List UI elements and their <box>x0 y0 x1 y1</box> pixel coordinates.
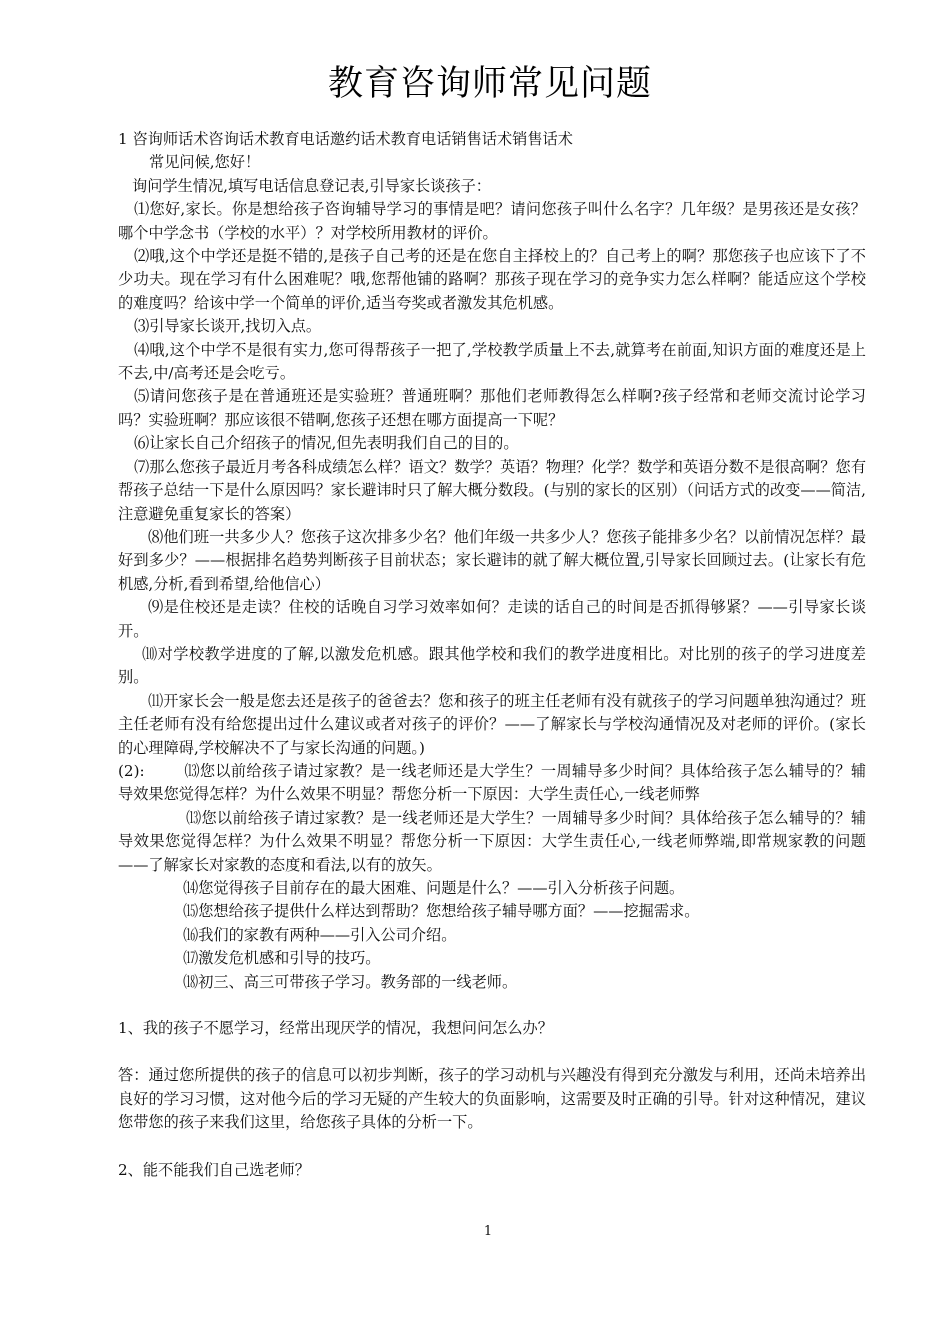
section-label-2: (2): <box>118 761 145 780</box>
paragraph-item-5: ⑸请问您孩子是在普通班还是实验班？普通班啊？那他们老师教得怎么样啊?孩子经常和老师交流讨论学习吗？实验班啊？那应该很不错啊,您孩子还想在哪方面提高一下呢？ <box>118 387 866 429</box>
paragraph-greeting: 常见问候,您好！ <box>149 153 261 172</box>
question-1: 1、我的孩子不愿学习，经常出现厌学的情况，我想问问怎么办？ <box>118 1019 553 1038</box>
answer-1: 答：通过您所提供的孩子的信息可以初步判断，孩子的学习动机与兴趣没有得到充分激发与利用，还尚未培养出良好的学习习惯，这对他今后的学习无疑的产生较大的负面影响，这需要及时正确的引导。针对这种情况，建议您带您的孩子来我们这里，给您孩子具体的分析一下。 <box>118 1066 866 1132</box>
question-2: 2、能不能我们自己选老师？ <box>118 1160 310 1179</box>
paragraph-item-4: ⑷哦,这个中学不是很有实力,您可得帮孩子一把了,学校教学质量上不去,就算考在前面,知识方面的难度还是上不去,中/高考还是会吃亏。 <box>118 340 866 383</box>
document-body <box>118 128 866 1182</box>
page-title: 教育咨询师常见问题 <box>327 64 652 104</box>
paragraph-item-13a-text: ⒀您以前给孩子请过家教？是一线老师还是大学生？一周辅导多少时间？具体给孩子怎么辅导的？辅导效果您觉得怎样？为什么效果不明显？帮您分析一下原因：大学生责任心,一线老师弊 <box>118 761 866 804</box>
paragraph-item-11: ⑾开家长会一般是您去还是孩子的爸爸去？您和孩子的班主任老师有没有就孩子的学习问题单独沟通过？班主任老师有没有给您提出过什么建议或者对孩子的评价？——了解家长与学校沟通情况及对老师的评价。(家长的心理障碍,学校解决不了与家长沟通的问题。) <box>118 691 866 757</box>
paragraph-item-6: ⑹让家长自己介绍孩子的情况,但先表明我们自己的目的。 <box>134 434 519 453</box>
paragraph-item-16: ⒃我们的家教有两种——引入公司介绍。 <box>183 925 457 944</box>
paragraph-item-2: ⑵哦,这个中学还是挺不错的,是孩子自己考的还是在您自主择校上的？自己考上的啊？那您孩子也应该下了不少功夫。现在学习有什么困难呢？哦,您帮他铺的路啊？那孩子现在学习的竞争实力怎么样啊？能适应这个学校的难度吗？给该中学一个简单的评价,适当夸奖或者激发其危机感。 <box>118 247 866 312</box>
page-number: 1 <box>483 1224 493 1239</box>
paragraph-item-1: ⑴您好,家长。你是想给孩子咨询辅导学习的事情是吧？请问您孩子叫什么名字？几年级？是男孩还是女孩？哪个中学念书（学校的水平）？对学校所用教材的评价。 <box>118 200 866 242</box>
spacer <box>118 1040 866 1064</box>
paragraph-intro: 1 咨询师话术咨询话术教育电话邀约话术教育电话销售话术销售话术 <box>118 130 573 148</box>
spacer <box>118 1135 866 1159</box>
paragraph-item-13a <box>118 760 866 807</box>
paragraph-item-15: ⒂您想给孩子提供什么样达到帮助？您想给孩子辅导哪方面？——挖掘需求。 <box>183 902 700 921</box>
paragraph-inquiry: 询问学生情况,填写电话信息登记表,引导家长谈孩子： <box>132 176 491 195</box>
paragraph-item-7: ⑺那么您孩子最近月考各科成绩怎么样？语文？数学？英语？物理？化学？数学和英语分数不是很高啊？您有帮孩子总结一下是什么原因吗？家长避讳时只了解大概分数段。(与别的家长的区别）（问话方式的改变——简洁,注意避免重复家长的答案） <box>118 457 866 523</box>
paragraph-item-17: ⒄激发危机感和引导的技巧。 <box>183 949 381 968</box>
paragraph-item-18: ⒅初三、高三可带孩子学习。教务部的一线老师。 <box>183 972 518 991</box>
paragraph-item-3: ⑶引导家长谈开,找切入点。 <box>134 317 322 336</box>
spacer <box>118 994 866 1017</box>
paragraph-item-10: ⑽对学校教学进度的了解,以激发危机感。跟其他学校和我们的教学进度相比。对比别的孩子的学习进度差别。 <box>118 644 866 687</box>
paragraph-item-8: ⑻他们班一共多少人？您孩子这次排多少名？他们年级一共多少人？您孩子能排多少名？以前情况怎样？最好到多少？——根据排名趋势判断孩子目前状态；家长避讳的就了解大概位置,引导家长回顾过去。(让家长有危机感,分析,看到希望,给他信心） <box>118 527 866 593</box>
paragraph-item-9: ⑼是住校还是走读？住校的话晚自习学习效率如何？走读的话自己的时间是否抓得够紧？——引导家长谈开。 <box>118 598 866 640</box>
paragraph-item-13b: ⒀您以前给孩子请过家教？是一线老师还是大学生？一周辅导多少时间？具体给孩子怎么辅导的？辅导效果您觉得怎样？为什么效果不明显？帮您分析一下原因：大学生责任心,一线老师弊端,即常规家教的问题——了解家长对家教的态度和看法,以有的放矢。 <box>118 808 866 874</box>
paragraph-item-14: ⒁您觉得孩子目前存在的最大困难、问题是什么？——引入分析孩子问题。 <box>183 879 685 897</box>
